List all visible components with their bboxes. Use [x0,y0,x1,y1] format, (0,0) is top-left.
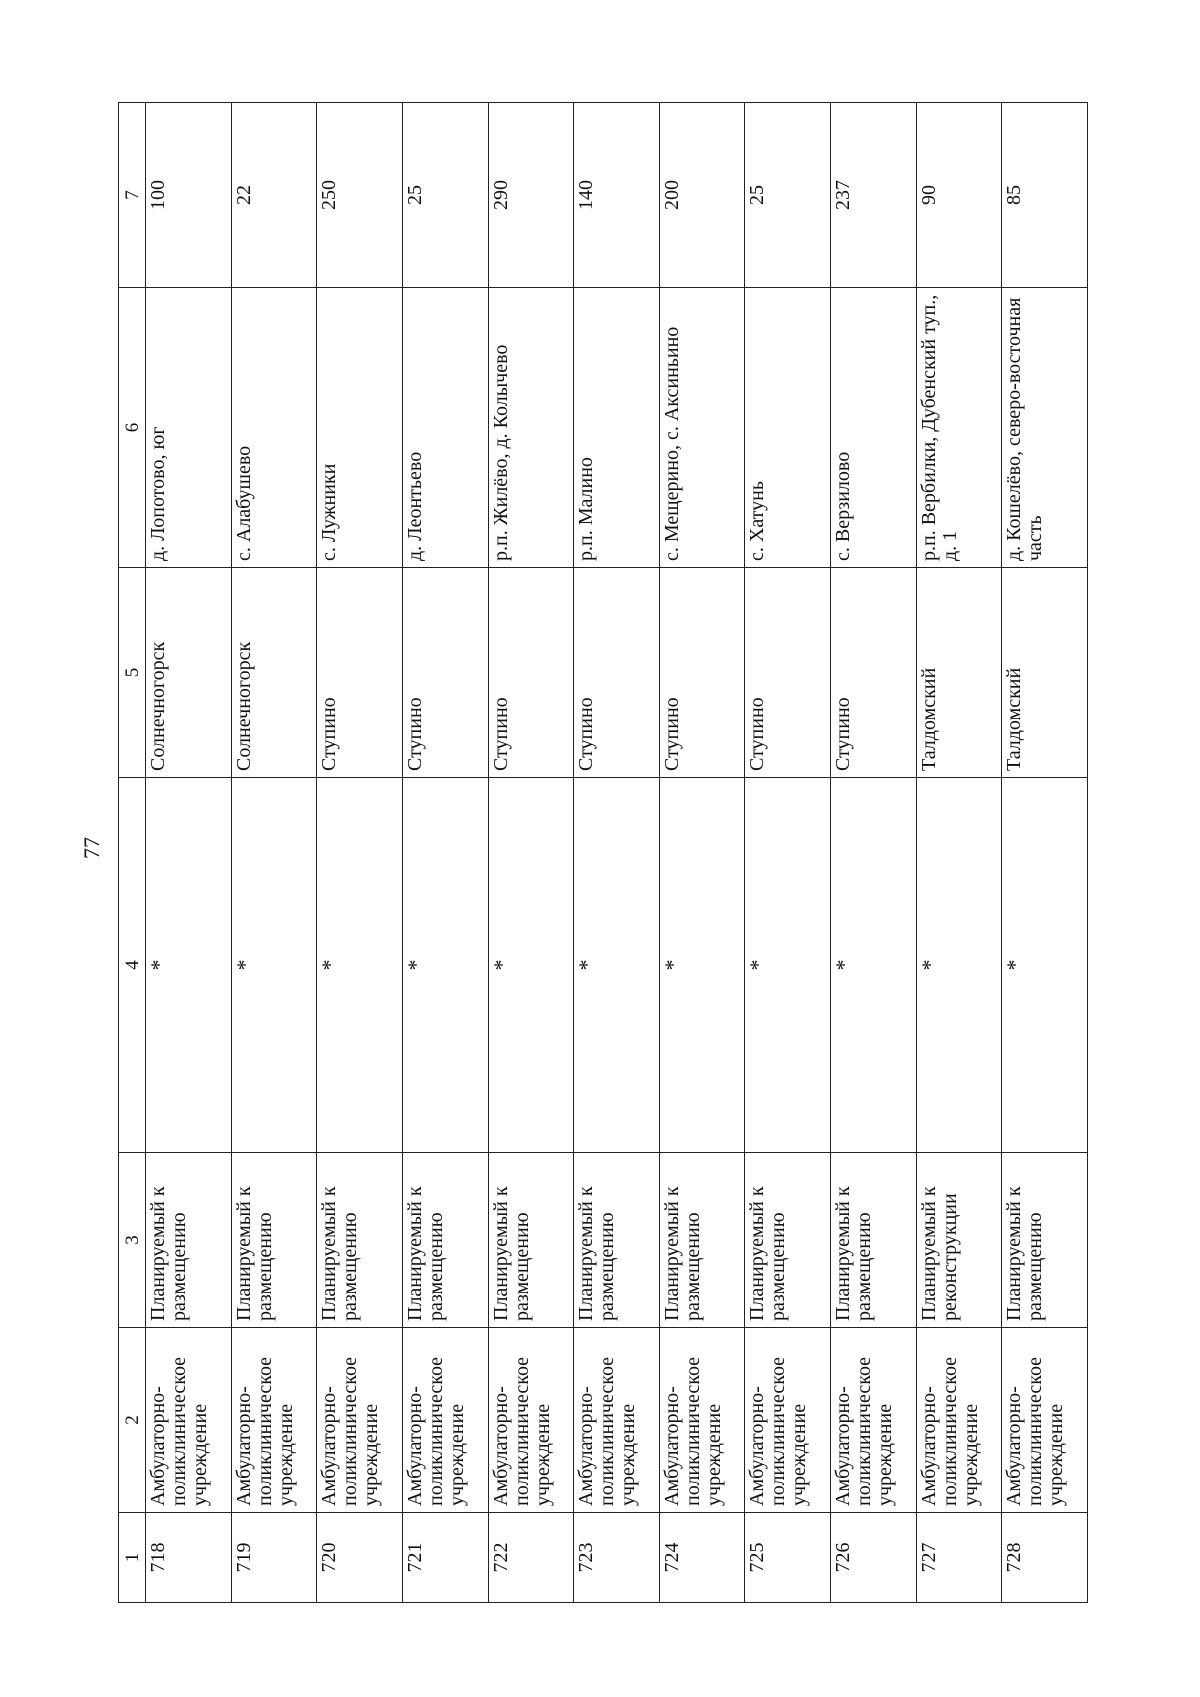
value-cell: 250 [317,103,403,288]
row-number-cell: 725 [745,1513,831,1603]
value-cell: 25 [745,103,831,288]
table-row [831,103,917,1603]
row-number-cell: 721 [402,1513,488,1603]
table-row [574,103,660,1603]
column-number: 4 [119,778,146,1153]
row-number-cell: 720 [317,1513,403,1603]
row-number-cell: 724 [659,1513,745,1603]
value-cell: 200 [659,103,745,288]
location-cell: с. Алабушево [231,288,317,568]
table-row [488,103,574,1603]
mark-cell: * [916,778,1002,1153]
status-cell: Планируемый к размещению [745,1153,831,1328]
location-cell: д. Леонтьево [402,288,488,568]
status-cell: Планируемый к размещению [1002,1153,1088,1328]
municipality-cell: Ступино [659,568,745,778]
rotated-table-wrapper [118,103,1088,1603]
row-number-cell: 723 [574,1513,660,1603]
mark-cell: * [574,778,660,1153]
mark-cell: * [488,778,574,1153]
municipality-cell: Талдомский [1002,568,1088,778]
mark-cell: * [659,778,745,1153]
location-cell: р.п. Жилёво, д. Колычево [488,288,574,568]
mark-cell: * [1002,778,1088,1153]
row-number-cell: 728 [1002,1513,1088,1603]
table-row [231,103,317,1603]
status-cell: Планируемый к размещению [574,1153,660,1328]
row-number-cell: 726 [831,1513,917,1603]
status-cell: Планируемый к размещению [317,1153,403,1328]
status-cell: Планируемый к размещению [831,1153,917,1328]
page-number: 77 [79,837,104,859]
facility-type-cell: Амбулаторно-поликлиническое учреждение [231,1328,317,1513]
mark-cell: * [146,778,232,1153]
value-cell: 140 [574,103,660,288]
location-cell: с. Лужники [317,288,403,568]
column-number: 5 [119,568,146,778]
column-number: 1 [119,1513,146,1603]
municipality-cell: Солнечногорск [146,568,232,778]
column-number: 2 [119,1328,146,1513]
location-cell: с. Мещерино, с. Аксиньино [659,288,745,568]
municipality-cell: Ступино [488,568,574,778]
table-row [659,103,745,1603]
location-cell: д. Лопотово, юг [146,288,232,568]
row-number-cell: 719 [231,1513,317,1603]
facility-type-cell: Амбулаторно-поликлиническое учреждение [146,1328,232,1513]
municipality-cell: Ступино [745,568,831,778]
value-cell: 25 [402,103,488,288]
table-body [146,103,1088,1603]
facility-type-cell: Амбулаторно-поликлиническое учреждение [317,1328,403,1513]
column-number: 3 [119,1153,146,1328]
table-row [402,103,488,1603]
value-cell: 85 [1002,103,1088,288]
facility-type-cell: Амбулаторно-поликлиническое учреждение [488,1328,574,1513]
municipality-cell: Ступино [831,568,917,778]
location-cell: р.п. Вербилки, Дубенский туп., д. 1 [916,288,1002,568]
status-cell: Планируемый к размещению [231,1153,317,1328]
column-number: 6 [119,288,146,568]
column-number-row [119,103,146,1603]
facility-type-cell: Амбулаторно-поликлиническое учреждение [831,1328,917,1513]
table-row [916,103,1002,1603]
mark-cell: * [745,778,831,1153]
mark-cell: * [831,778,917,1153]
municipality-cell: Солнечногорск [231,568,317,778]
table-row [146,103,232,1603]
facility-type-cell: Амбулаторно-поликлиническое учреждение [659,1328,745,1513]
status-cell: Планируемый к размещению [659,1153,745,1328]
row-number-cell: 722 [488,1513,574,1603]
column-number: 7 [119,103,146,288]
municipality-cell: Талдомский [916,568,1002,778]
value-cell: 237 [831,103,917,288]
mark-cell: * [231,778,317,1153]
location-cell: д. Кошелёво, северо-восточная часть [1002,288,1088,568]
table-row [317,103,403,1603]
facility-type-cell: Амбулаторно-поликлиническое учреждение [745,1328,831,1513]
table-row [1002,103,1088,1603]
value-cell: 100 [146,103,232,288]
municipality-cell: Ступино [317,568,403,778]
facility-type-cell: Амбулаторно-поликлиническое учреждение [916,1328,1002,1513]
value-cell: 90 [916,103,1002,288]
table-row [745,103,831,1603]
facility-type-cell: Амбулаторно-поликлиническое учреждение [402,1328,488,1513]
status-cell: Планируемый к реконструкции [916,1153,1002,1328]
row-number-cell: 718 [146,1513,232,1603]
mark-cell: * [402,778,488,1153]
municipality-cell: Ступино [574,568,660,778]
facility-type-cell: Амбулаторно-поликлиническое учреждение [574,1328,660,1513]
status-cell: Планируемый к размещению [488,1153,574,1328]
value-cell: 290 [488,103,574,288]
status-cell: Планируемый к размещению [146,1153,232,1328]
location-cell: с. Верзилово [831,288,917,568]
facilities-table [118,102,1088,1603]
row-number-cell: 727 [916,1513,1002,1603]
value-cell: 22 [231,103,317,288]
location-cell: с. Хатунь [745,288,831,568]
facility-type-cell: Амбулаторно-поликлиническое учреждение [1002,1328,1088,1513]
municipality-cell: Ступино [402,568,488,778]
mark-cell: * [317,778,403,1153]
location-cell: р.п. Малино [574,288,660,568]
status-cell: Планируемый к размещению [402,1153,488,1328]
